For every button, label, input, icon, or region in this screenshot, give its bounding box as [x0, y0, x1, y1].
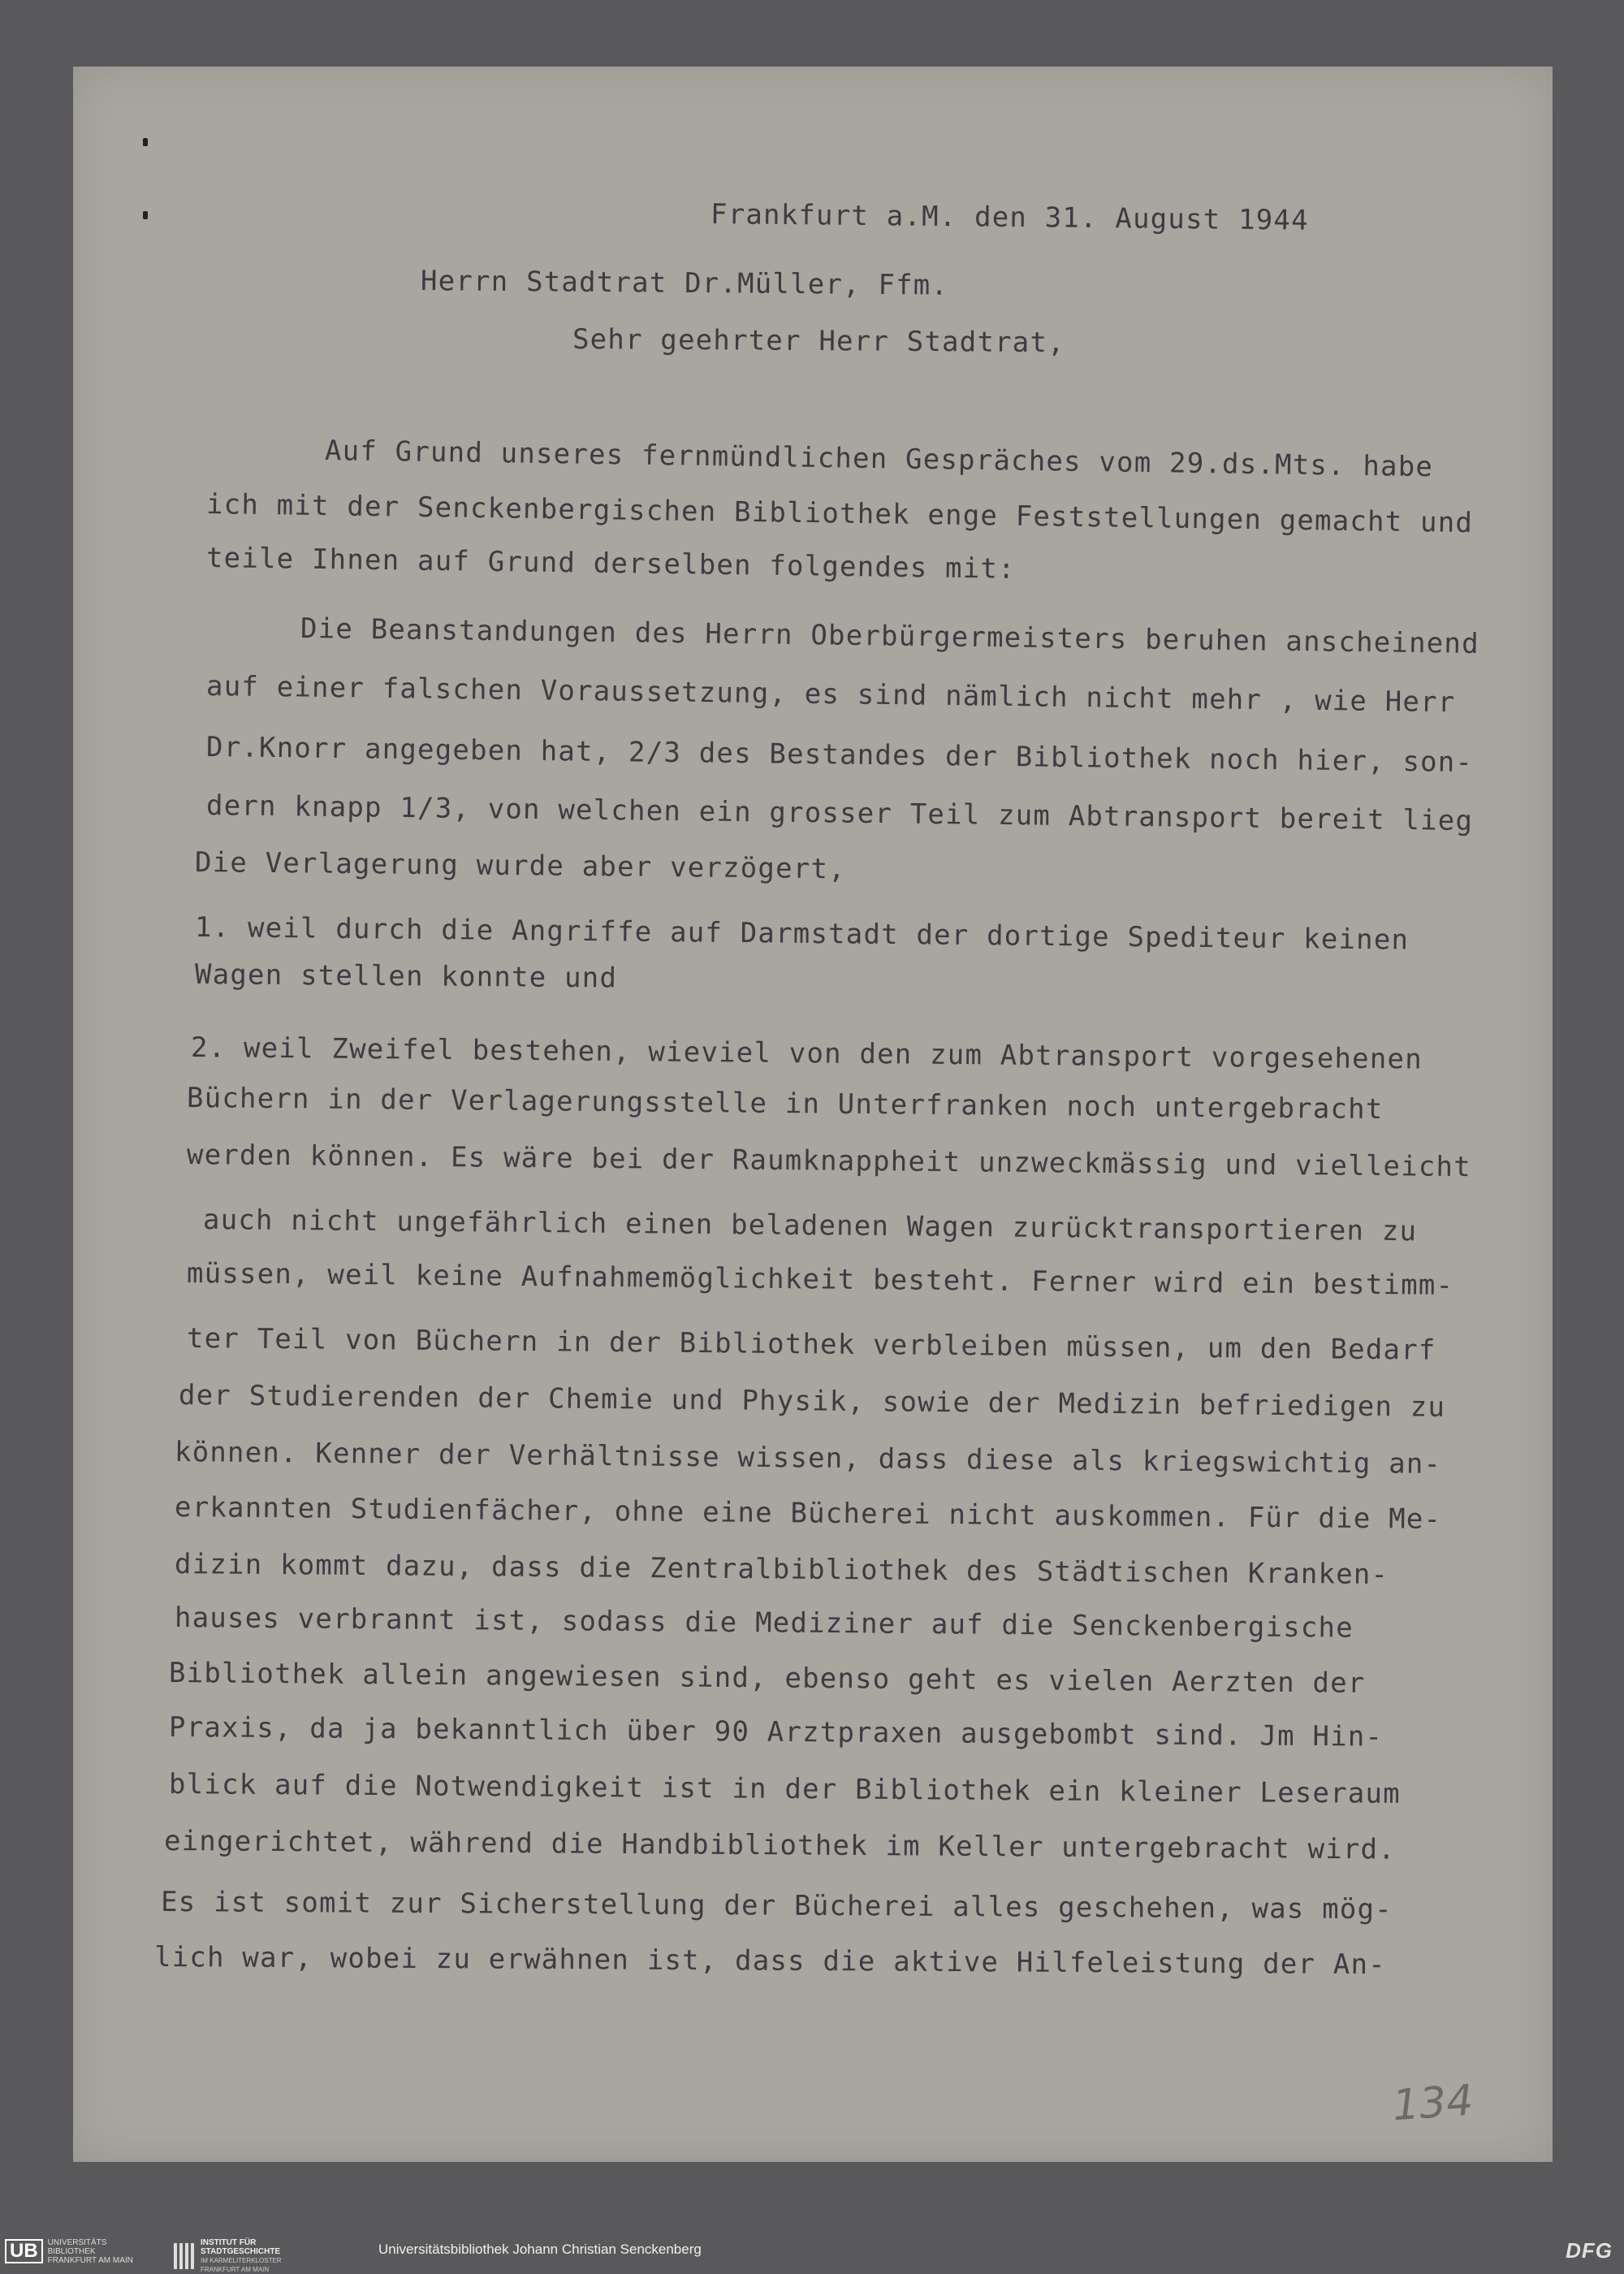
letter-line: 1. weil durch die Angriffe auf Darmstadt der dortige Spediteur keinen	[194, 911, 1410, 957]
ub-logo-mark: UB	[5, 2239, 43, 2263]
letter-line: Dr.Knorr angegeben hat, 2/3 des Bestandes der Bibliothek noch hier, son-	[205, 731, 1474, 780]
letter-line: der Studierenden der Chemie und Physik, sowie der Medizin befriedigen zu	[178, 1379, 1446, 1424]
recipient: Herrn Stadtrat Dr.Müller, Ffm.	[420, 265, 949, 302]
letter-line: 2. weil Zweifel bestehen, wieviel von den zum Abtransport vorgesehenen	[190, 1031, 1423, 1076]
isg-logo-line: INSTITUT FÜR	[201, 2238, 257, 2247]
letter-line: ich mit der Senckenbergischen Bibliothek enge Feststellungen gemacht und	[205, 488, 1474, 540]
ub-logo-line: FRANKFURT AM MAIN	[47, 2255, 133, 2265]
letter-line: Die Beanstandungen des Herrn Oberbürgermeisters beruhen anscheinend	[300, 612, 1480, 661]
punch-mark	[143, 211, 148, 219]
isg-logo-text	[201, 2238, 282, 2274]
ub-logo-line: BIBLIOTHEK	[47, 2246, 96, 2256]
ub-logo[interactable]	[5, 2238, 133, 2264]
isg-logo-line: FRANKFURT AM MAIN	[201, 2266, 270, 2273]
letter-page	[73, 67, 1553, 2162]
letter-line: Bibliothek allein angewiesen sind, ebenso geht es vielen Aerzten der	[168, 1657, 1366, 1700]
letter-line: ter Teil von Büchern in der Bibliothek verbleiben müssen, um den Bedarf	[186, 1322, 1436, 1367]
letter-line: Büchern in der Verlagerungsstelle in Unterfranken noch untergebracht	[186, 1082, 1384, 1126]
letter-line: teile Ihnen auf Grund derselben folgendes mit:	[205, 542, 1017, 586]
letter-line: auch nicht ungefährlich einen beladenen Wagen zurücktransportieren zu	[202, 1204, 1418, 1248]
dfg-logo[interactable]: DFG	[1566, 2238, 1613, 2263]
letter-line: Wagen stellen konnte und	[194, 958, 618, 995]
letter-line: Auf Grund unseres fernmündlichen Gespräches vom 29.ds.Mts. habe	[324, 434, 1434, 484]
columns-icon	[174, 2243, 194, 2269]
letter-line: werden können. Es wäre bei der Raumknappheit unzweckmässig und vielleicht	[186, 1139, 1472, 1184]
letter-line: auf einer falschen Voraussetzung, es sind nämlich nicht mehr , wie Herr	[205, 670, 1456, 720]
letter-line: dizin kommt dazu, dass die Zentralbibliothek des Städtischen Kranken-	[174, 1548, 1389, 1592]
date-line: Frankfurt a.M. den 31. August 1944	[710, 198, 1309, 237]
letter-line: können. Kenner der Verhältnisse wissen, dass diese als kriegswichtig an-	[174, 1436, 1442, 1481]
ub-logo-line: UNIVERSITÄTS	[47, 2237, 107, 2247]
letter-line: hauses verbrannt ist, sodass die Mediziner auf die Senckenbergische	[174, 1602, 1354, 1645]
letter-line: Die Verlagerung wurde aber verzögert,	[194, 846, 846, 886]
footer-bar	[0, 2225, 1624, 2274]
letter-line: blick auf die Notwendigkeit ist in der Bibliothek ein kleiner Leseraum	[168, 1768, 1402, 1810]
salutation: Sehr geehrter Herr Stadtrat,	[572, 323, 1065, 360]
letter-line: dern knapp 1/3, von welchen ein grosser Teil zum Abtransport bereit lieg	[205, 789, 1474, 838]
isg-logo-line: STADTGESCHICHTE	[201, 2247, 281, 2256]
letter-line: Es ist somit zur Sicherstellung der Bücherei alles geschehen, was mög-	[160, 1886, 1393, 1926]
letter-line: erkannten Studienfächer, ohne eine Bücherei nicht auskommen. Für die Me-	[174, 1491, 1442, 1536]
folio-number: 134	[1391, 2076, 1475, 2131]
letter-line: eingerichtet, während die Handbibliothek im Keller untergebracht wird.	[163, 1825, 1397, 1866]
library-title: Universitätsbibliothek Johann Christian Senckenberg	[378, 2242, 702, 2257]
letter-line: Praxis, da ja bekanntlich über 90 Arztpraxen ausgebombt sind. Jm Hin-	[168, 1711, 1384, 1753]
isg-logo[interactable]	[174, 2238, 282, 2274]
punch-mark	[143, 138, 148, 146]
letter-line: müssen, weil keine Aufnahmemöglichkeit besteht. Ferner wird ein bestimm-	[186, 1257, 1454, 1302]
letter-line: lich war, wobei zu erwähnen ist, dass die aktive Hilfeleistung der An-	[153, 1941, 1387, 1982]
ub-logo-text	[48, 2238, 133, 2265]
isg-logo-line: IM KARMELITERKLOSTER	[201, 2257, 282, 2264]
